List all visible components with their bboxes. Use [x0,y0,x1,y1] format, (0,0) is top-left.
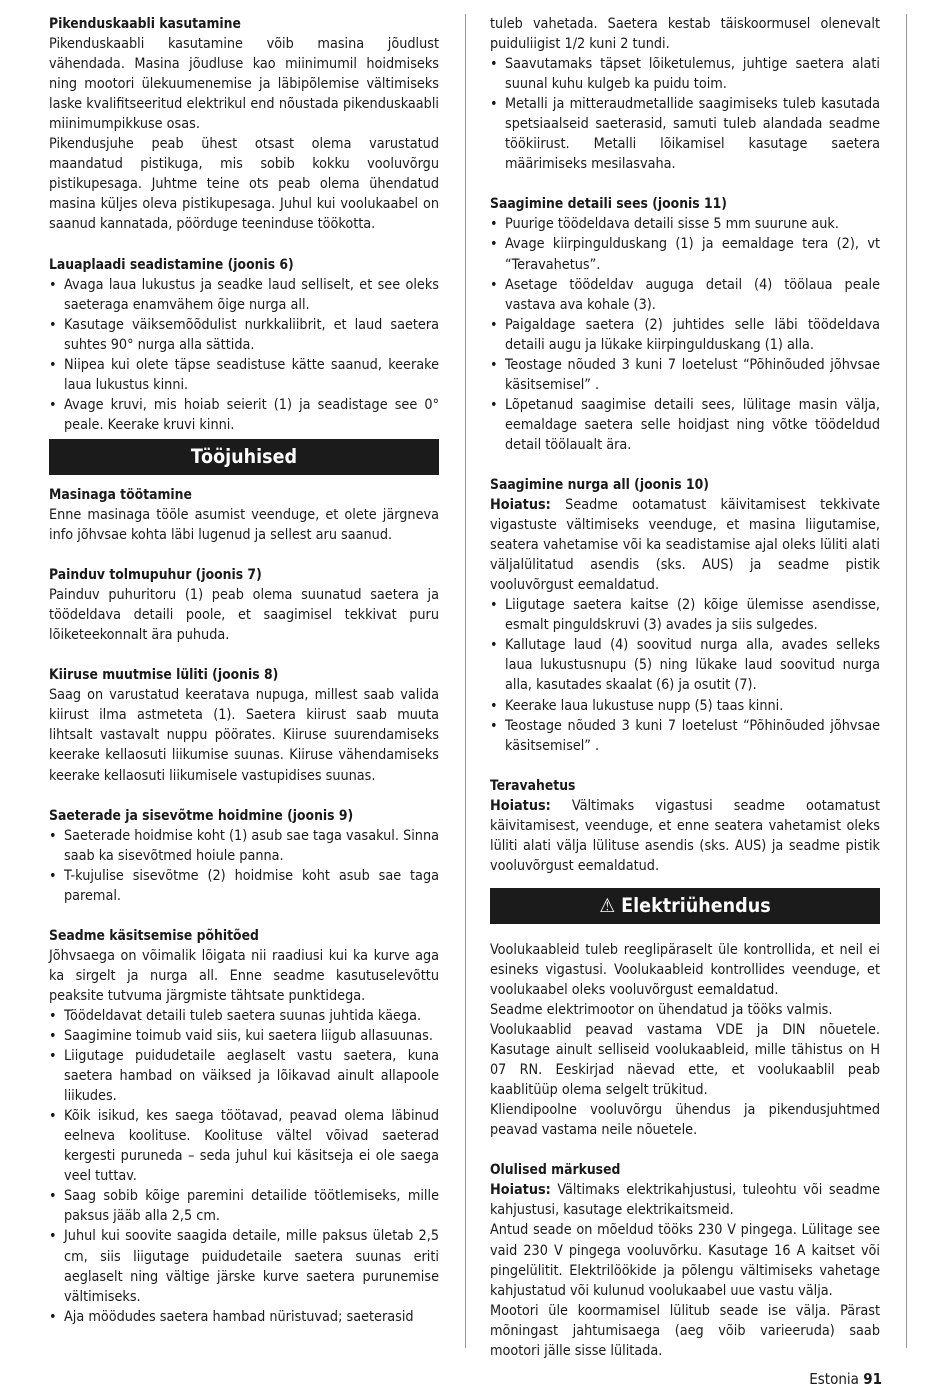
footer-language: Estonia [809,1370,859,1388]
list-item: • Avage kruvi, mis hoiab seierit (1) ja seadistage see 0° peale. Keerake kruvi kinni. [49,395,439,435]
list-item: • Saavutamaks täpset lõiketulemus, juhtige saetera alati suunal kuhu kulgeb ka puidu toim. [490,54,880,94]
paragraph: Mootori üle koormamisel lülitub seade ise välja. Pärast mõningast jahtumisaega (aeg võib varieeruda) saab mootori jälle sisse lülitada. [490,1302,880,1359]
paragraph: Jõhvsaega on võimalik lõigata nii raadiusi kui ka kurve aga ka sirgelt ja nurga all. Enne seadme kasutuselevõttu peaksite tutvuma järgmiste tähtsate punktidega. [49,947,439,1004]
heading-inner-sawing: Saagimine detaili sees (joonis 11) [490,196,727,213]
bullet-list [490,595,880,755]
warning-text: Vältimaks vigastusi seadme ootamatust käivitamisest, veenduge, et enne seatera vahetamist oleks lüliti alati välja lülituse asendis (sks. AUS) ja seadme pistik vooluvõrgust eemaldatud. [490,797,880,874]
list-item: • Saeterade hoidmise koht (1) asub sae taga vasakul. Sinna saab ka sisevõtmed hoiule panna. [49,826,439,866]
heading-angle-sawing: Saagimine nurga all (joonis 10) [490,476,709,493]
list-item: • Avage kiirpingulduskang (1) ja eemaldage tera (2), vt “Teravahetus”. [490,234,880,274]
warning-label: Hoiatus: [490,497,551,514]
list-item: • Töödeldavat detaili tuleb saetera suunas juhtida käega. [49,1006,439,1026]
heading-blade-storage: Saeterade ja sisevõtme hoidmine (joonis 9) [49,807,354,824]
list-item: • Puurige töödeldava detaili sisse 5 mm suurune auk. [490,214,880,234]
paragraph: Voolukaableid tuleb reeglipäraselt üle kontrollida, et neil ei esineks vigastusi. Voolukaableid kontrollides veenduge, et voolukaabel oleks vooluvõrgust eemaldatud. [490,941,880,998]
page-number: 91 [863,1370,882,1388]
warning-paragraph [490,1180,880,1220]
paragraph: Pikendusjuhe peab ühest otsast olema varustatud maandatud pistikuga, mis sobib kokku vooluvõrgu pistikupesaga. Juhtme teine ots peab olema ühendatud masina küljes oleva pistikupesaga. Juhul kui voolukaabel on saanud kannatada, pöörduge teeninduse töökotta. [49,136,439,233]
paragraph: tuleb vahetada. Saetera kestab täiskoormusel olenevalt puiduliigist 1/2 kuni 2 tundi. [490,16,880,53]
list-item: • Kõik isikud, kes saega töötavad, peavad olema läbinud eelneva koolituse. Koolituse vältel võivad saeterad kergesti puruneda – seda juhul kui käsitseja ei ole saega veel tuttav. [49,1106,439,1186]
bullet-list [490,214,880,455]
list-item: • Aja möödudes saetera hambad nüristuvad; saeterasid [49,1307,439,1327]
list-item: • Niipea kui olete täpse seadistuse kätte saanud, keerake laua lukustus kinni. [49,355,439,395]
list-item: • Lõpetanud saagimise detaili sees, lülitage masin välja, eemaldage saetera selle hoidjast ning võtke töödeldud detail töölaualt ära. [490,395,880,455]
list-item: • Keerake laua lukustuse nupp (5) taas kinni. [490,696,880,716]
warning-text: Vältimaks elektrikahjustusi, tuleohtu või seadme kahjustusi, kasutage elektrikaitsmeid. [490,1182,880,1219]
list-item: • Teostage nõuded 3 kuni 7 loetelust “Põhinõuded jõhvsae käsitsemisel” . [490,355,880,395]
list-item: • Metalli ja mitteraudmetallide saagimiseks tuleb kasutada spetsiaalseid saeterasid, samuti tuleb alandada seadme töökiirust. Metalli lõikamisel kasutage saetera määrimiseks mesilasvaha. [490,94,880,174]
heading-extension-cable: Pikenduskaabli kasutamine [49,16,241,32]
paragraph: Enne masinaga tööle asumist veenduge, et olete järgneva info jõhvsae kohta läbi lugenud ja sellest aru saanud. [49,506,439,544]
list-item: • Saagimine toimub vaid siis, kui saetera liigub allasuunas. [49,1026,439,1046]
paragraph: Antud seade on mõeldud tööks 230 V pingega. Lülitage see vaid 230 V pingega vooluvõrku. Kasutage 16 A kaitset või pingelülitit. Elektrilöökide ja põlengu vältimiseks vahetage kahjustatud või kulunud voolukaabel uue vastu välja. [490,1222,880,1299]
paragraph: Saag on varustatud keeratava nupuga, millest saab valida kiirust ilma astmeteta (1). Saetera kiirust saab muuta lihtsalt vastavalt nuppu pöörates. Kiiruse suurendamiseks keerake kellaosuti liikumise suunas. Kiiruse vähendamiseks keerake kellaosuti liikumisele vastupidises suunas. [49,687,439,784]
left-column [49,14,439,1327]
list-item: • Juhul kui soovite saagida detaile, mille paksus ületab 2,5 cm, siis liigutage puidudetaile saetera suunas eriti aeglaselt ning vältige järske kurve saetera purunemise vältimiseks. [49,1226,439,1306]
list-item: • Kasutage väiksemõõdulist nurkkaliibrit, et laud saetera suhtes 90° nurga alla sättida. [49,315,439,355]
warning-label: Hoiatus: [490,797,551,814]
heading-machine-operation: Masinaga töötamine [49,486,192,503]
list-item: • Saag sobib kõige paremini detailide töötlemiseks, mille paksus jääb alla 2,5 cm. [49,1186,439,1226]
page-footer [809,1370,882,1388]
paragraph: Painduv puhuritoru (1) peab olema suunatud saetera ja töödeldava detaili poole, et saagimisel tekkivat puru lõiketeekonnalt ära puhuda. [49,587,439,644]
list-item: • Asetage töödeldav auguga detail (4) töölaua peale vastava ava kohale (3). [490,275,880,315]
bullet-list [49,1006,439,1327]
warning-paragraph [490,796,880,876]
warning-label: Hoiatus: [490,1182,551,1199]
section-bar-electrical [490,888,880,924]
heading-dust-blower: Painduv tolmupuhur (joonis 7) [49,567,262,584]
list-item: • Avaga laua lukustus ja seadke laud selliselt, et see oleks saeteraga enamvähem õige nurga all. [49,275,439,315]
heading-table-setup: Lauaplaadi seadistamine (joonis 6) [49,256,294,273]
heading-speed-switch: Kiiruse muutmise lüliti (joonis 8) [49,667,279,684]
section-bar-label: Elektriühendus [621,893,771,917]
bullet-list [490,54,880,174]
warning-triangle-icon: ⚠ [599,893,616,917]
heading-handling-basics: Seadme käsitsemise põhitõed [49,927,259,944]
heading-blade-change: Teravahetus [490,777,576,794]
paragraph: Kliendipoolne vooluvõrgu ühendus ja pikendusjuhtmed peavad vastama neile nõuetele. [490,1102,880,1139]
right-column [490,14,880,1361]
list-item: • Paigaldage saetera (2) juhtides selle läbi töödeldava detaili augu ja lükake kiirpingulduskang (1) alla. [490,315,880,355]
paragraph: Seadme elektrimootor on ühendatud ja tööks valmis. [490,1002,833,1019]
bullet-list [49,275,439,435]
list-item: • T-kujulise sisevõtme (2) hoidmise koht asub sae taga paremal. [49,866,439,906]
list-item: • Kallutage laud (4) soovitud nurga alla, avades selleks laua lukustusnupu (5) ning lükake laud soovitud nurga alla, kasutades skaalat (6) ja osutit (7). [490,635,880,695]
heading-important-notes: Olulised märkused [490,1162,621,1179]
list-item: • Teostage nõuded 3 kuni 7 loetelust “Põhinõuded jõhvsae käsitsemisel” . [490,716,880,756]
list-item: • Liigutage puidudetaile aeglaselt vastu saetera, kuna saetera hambad on väiksed ja lõikavad ainult allapoole liikudes. [49,1046,439,1106]
paragraph: Pikenduskaabli kasutamine võib masina jõudlust vähendada. Masina jõudluse kao miinimumil hoidmiseks ning mootori ülekuumenemise ja läbipõlemise vältimiseks laske kvalifitseeritud elektrikul end nõustada pikenduskaabli miinimumpikkuse osas. [49,36,439,133]
section-bar-work-instructions: Tööjuhised [49,439,439,475]
bullet-list [49,826,439,906]
page-edge-line [906,14,907,1348]
warning-paragraph [490,495,880,595]
list-item: • Liigutage saetera kaitse (2) kõige ülemisse asendisse, esmalt pinguldskruvi (3) avades ja siis sulgedes. [490,595,880,635]
column-divider [465,14,466,1348]
warning-text: Seadme ootamatust käivitamisest tekkivate vigastuste vältimiseks veenduge, et masina liigutamise, seatera vahetamise või ka seadistamise ajal oleks lüliti alati väljalülitatud asendis (sks. AUS) ja seadme pistik vooluvõrgust eemaldatud. [490,497,880,594]
paragraph: Voolukaablid peavad vastama VDE ja DIN nõuetele. Kasutage ainult selliseid voolukaableid, mille tähistus on H 07 RN. Eeskirjad näevad ette, et voolukaablil peab kaablitüüp olema selgelt trükitud. [490,1022,880,1099]
